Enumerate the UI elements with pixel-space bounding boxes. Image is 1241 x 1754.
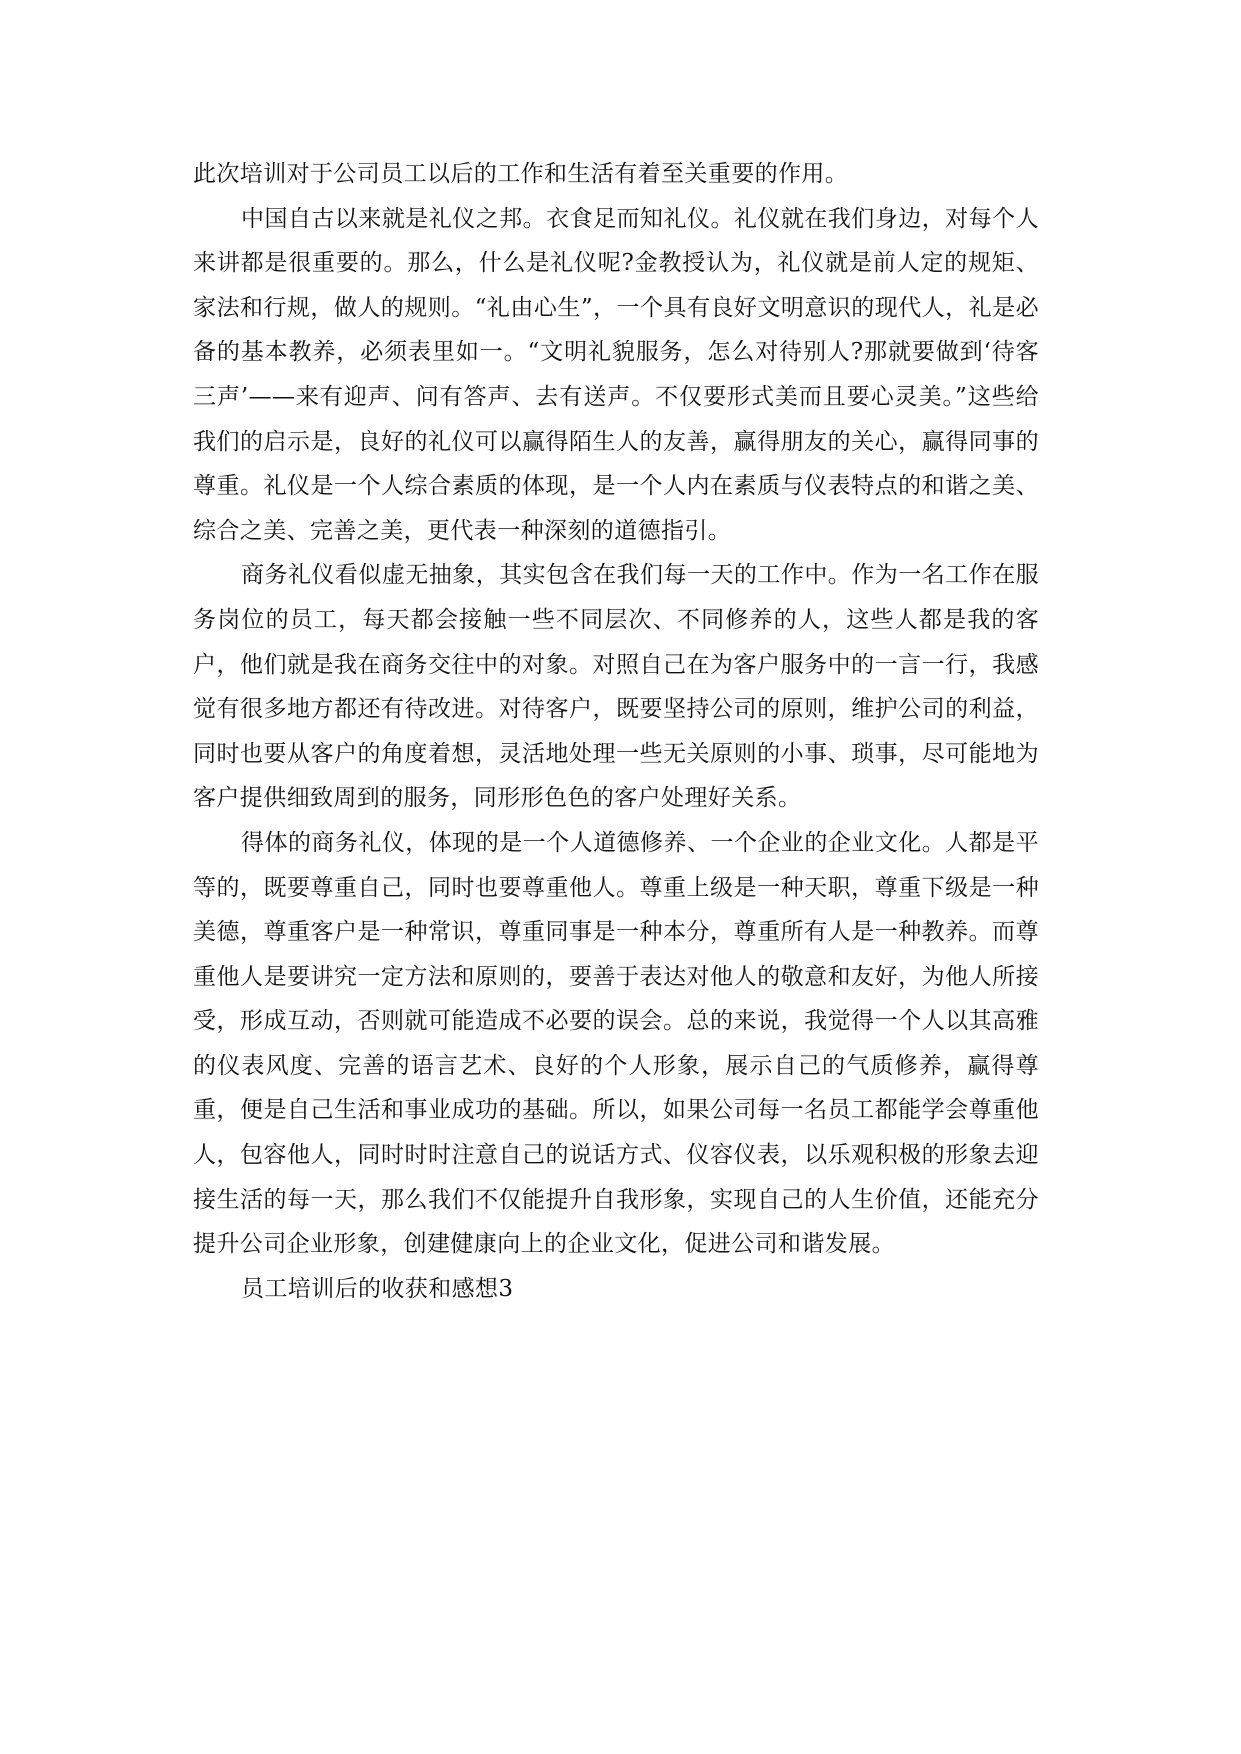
- paragraph-business-etiquette-work: 商务礼仪看似虚无抽象，其实包含在我们每一天的工作中。作为一名工作在服务岗位的员工，每天都会接触一些不同层次、不同修养的人，这些人都是我的客户，他们就是我在商务交往中的对象。对照自己在为客户服务中的一言一行，我感觉有很多地方都还有待改进。对待客户，既要坚持公司的原则，维护公司的利益，同时也要从客户的角度着想，灵活地处理一些无关原则的小事、琐事，尽可能地为客户提供细致周到的服务，同形形色色的客户处理好关系。: [193, 562, 1039, 812]
- paragraph-etiquette-nation: 中国自古以来就是礼仪之邦。衣食足而知礼仪。礼仪就在我们身边，对每个人来讲都是很重要的。那么，什么是礼仪呢?金教授认为，礼仪就是前人定的规矩、家法和行规，做人的规则。“礼由心生”，一个具有良好文明意识的现代人，礼是必备的基本教养，必须表里如一。“文明礼貌服务，怎么对待别人?那就要做到‘待客三声’——来有迎声、问有答声、去有送声。不仅要形式美而且要心灵美。”这些给我们的启示是，良好的礼仪可以赢得陌生人的友善，赢得朋友的关心，赢得同事的尊重。礼仪是一个人综合素质的体现，是一个人内在素质与仪表特点的和谐之美、综合之美、完善之美，更代表一种深刻的道德指引。: [193, 205, 1039, 544]
- paragraph-respect-others: 得体的商务礼仪，体现的是一个人道德修养、一个企业的企业文化。人都是平等的，既要尊重自己，同时也要尊重他人。尊重上级是一种天职，尊重下级是一种美德，尊重客户是一种常识，尊重同事是一种本分，尊重所有人是一种教养。而尊重他人是要讲究一定方法和原则的，要善于表达对他人的敬意和友好，为他人所接受，形成互动，否则就可能造成不必要的误会。总的来说，我觉得一个人以其高雅的仪表风度、完善的语言艺术、良好的个人形象，展示自己的气质修养，赢得尊重，便是自己生活和事业成功的基础。所以，如果公司每一名员工都能学会尊重他人，包容他人，同时时时注意自己的说话方式、仪容仪表，以乐观积极的形象去迎接生活的每一天，那么我们不仅能提升自我形象，实现自己的人生价值，还能充分提升公司企业形象，创建健康向上的企业文化，促进公司和谐发展。: [193, 829, 1039, 1258]
- section-heading: 员工培训后的收获和感想3: [241, 1275, 514, 1302]
- document-body: [193, 152, 1039, 1311]
- paragraph-continuation: 此次培训对于公司员工以后的工作和生活有着至关重要的作用。: [193, 161, 849, 187]
